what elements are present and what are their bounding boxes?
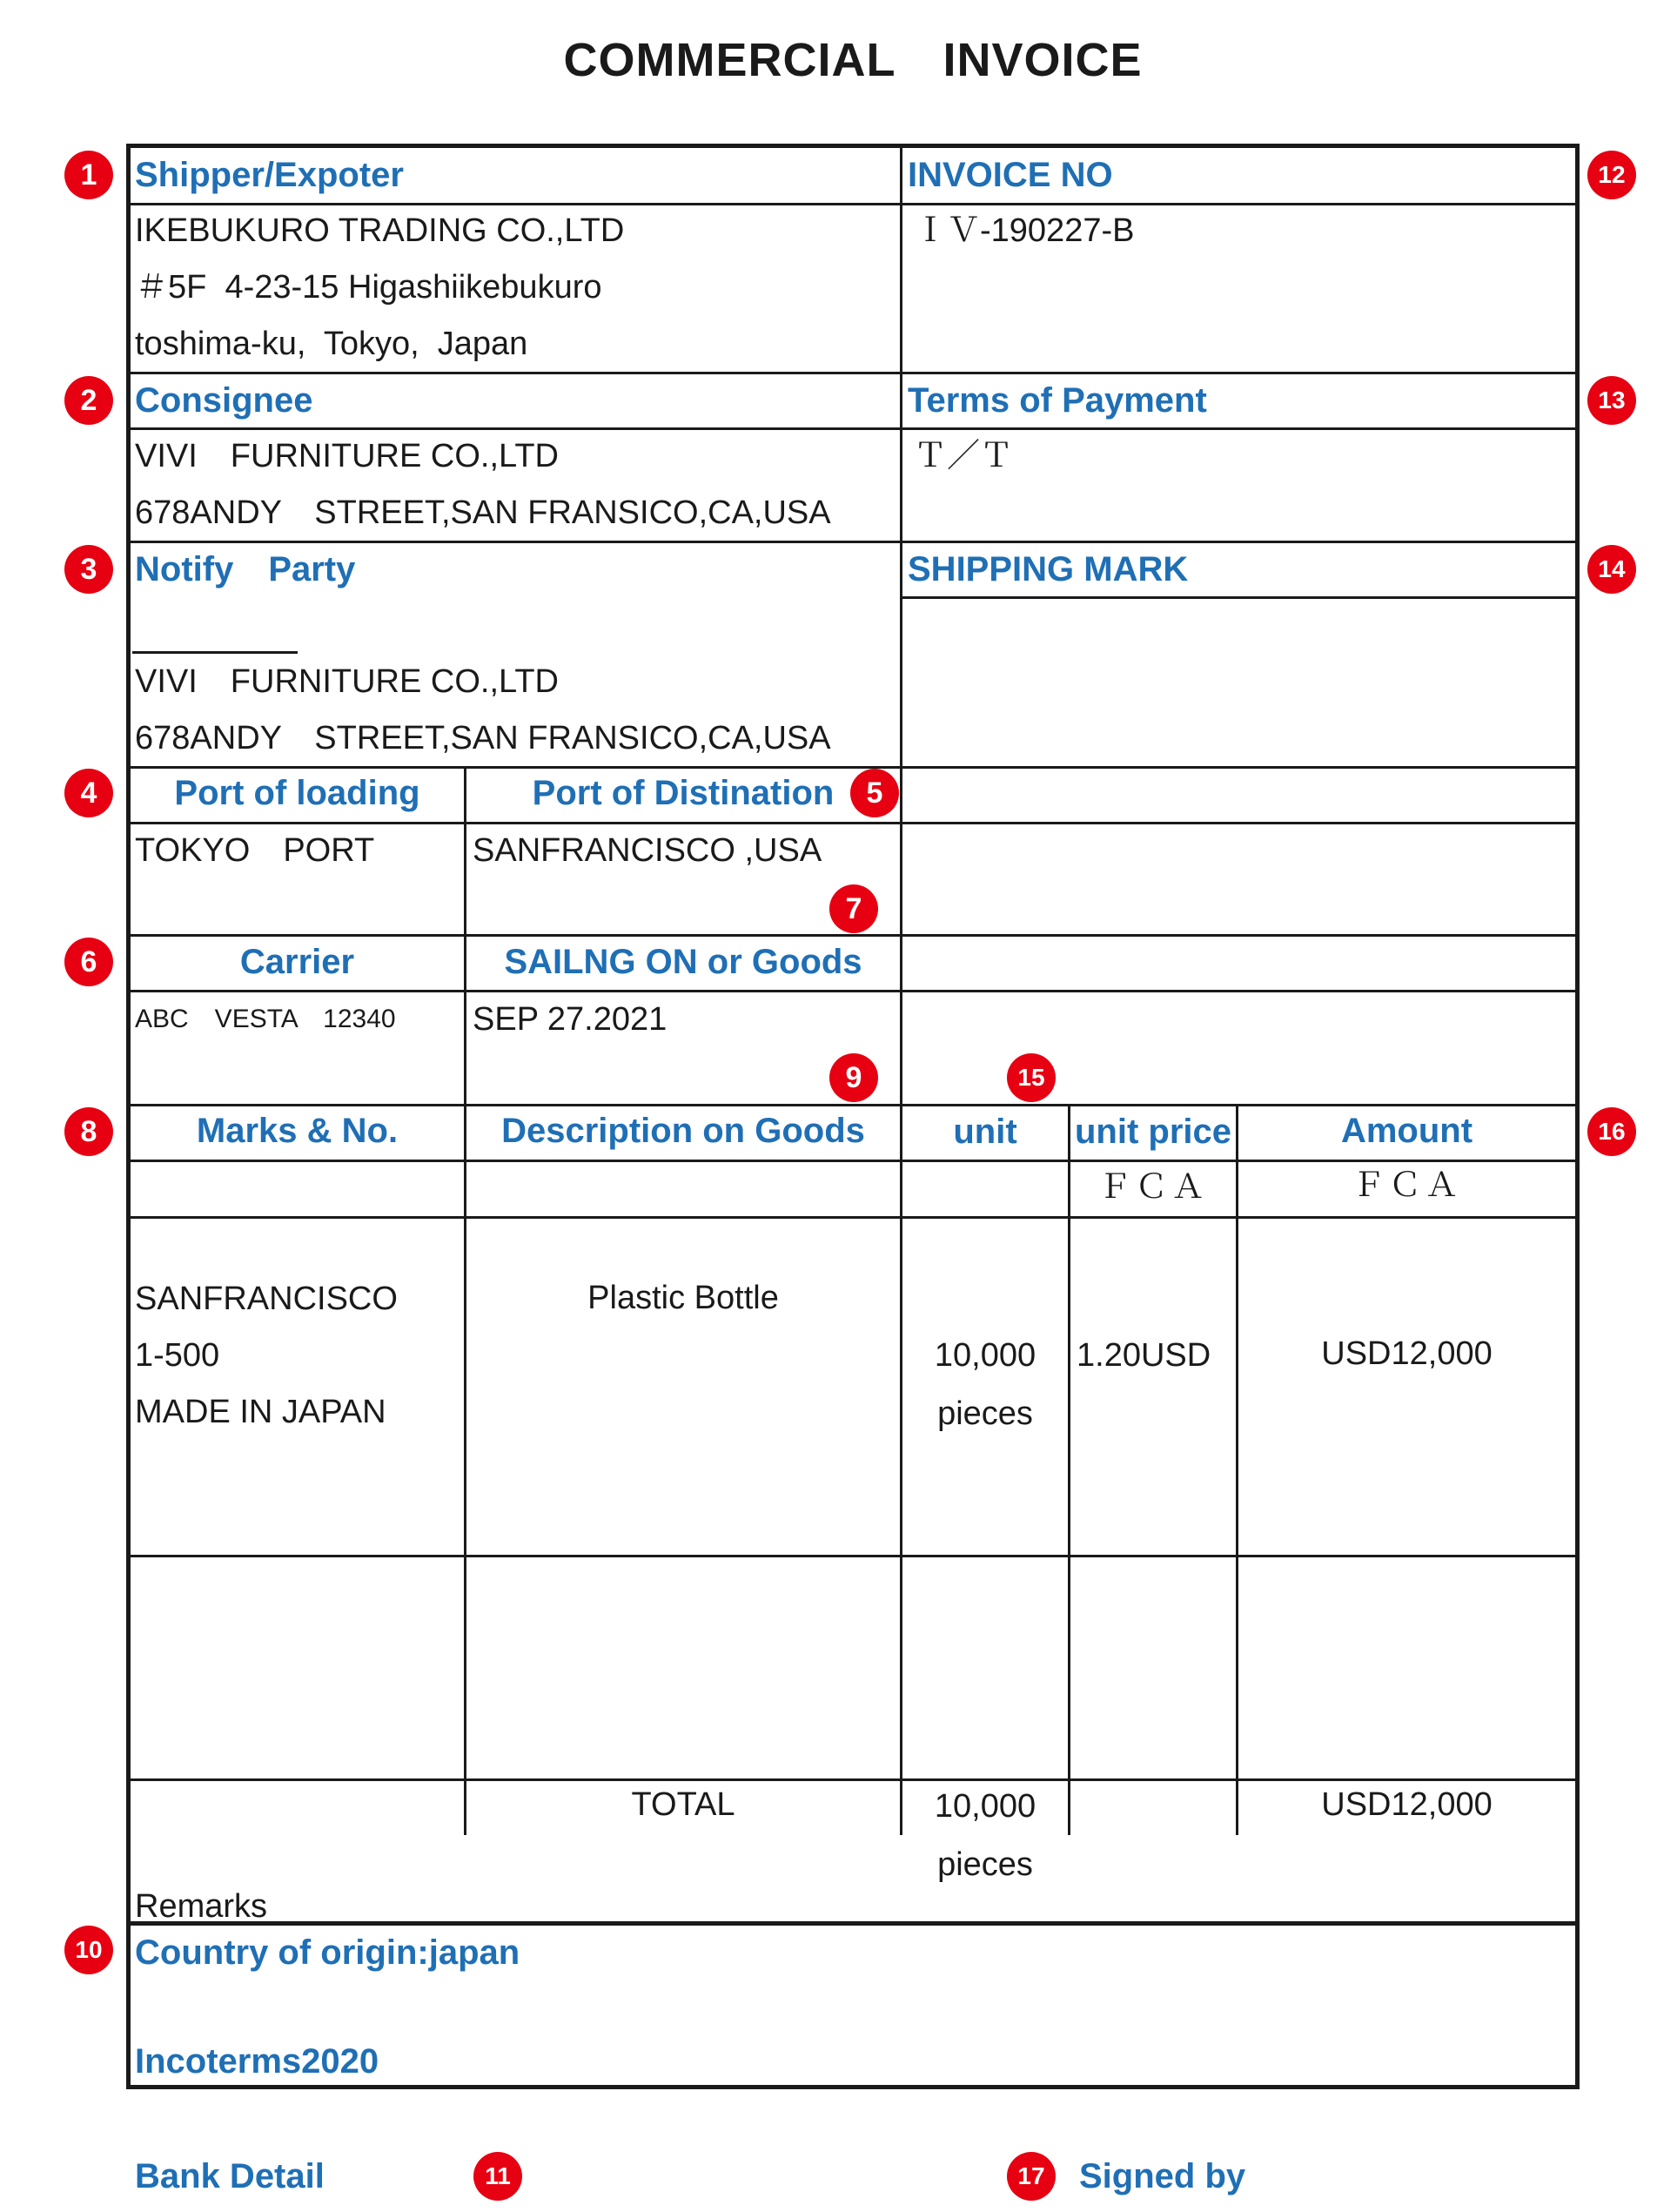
description-header: Description on Goods [501, 1112, 865, 1150]
carrier-label: Carrier [239, 943, 355, 981]
badge-11: 11 [473, 2152, 522, 2201]
badge-5: 5 [850, 769, 899, 817]
sailing-on-value: SEP 27.2021 [473, 1001, 667, 1038]
marks-header: Marks & No. [196, 1112, 399, 1150]
marks-line3: MADE IN JAPAN [135, 1394, 386, 1430]
unit-uom: pieces [937, 1395, 1033, 1432]
shipping-mark-label: SHIPPING MARK [908, 550, 1189, 588]
total-amount: USD12,000 [1321, 1786, 1493, 1823]
port-of-loading-label: Port of loading [174, 774, 420, 812]
consignee-label: Consignee [135, 381, 313, 420]
badge-4: 4 [64, 769, 113, 817]
shipper-address-line2: toshima-ku, Tokyo, Japan [135, 326, 528, 362]
invoice-no-value: ＩＶ-190227-B [914, 212, 1135, 249]
goods-description: Plastic Bottle [587, 1280, 779, 1316]
badge-3: 3 [64, 545, 113, 594]
port-of-loading-value: TOKYO PORT [135, 832, 375, 869]
notify-party-address: 678ANDY STREET,SAN FRANSICO,CA,USA [135, 720, 831, 756]
carrier-value: ABC VESTA 12340 [135, 1005, 396, 1033]
badge-16: 16 [1587, 1107, 1636, 1156]
terms-of-payment-label: Terms of Payment [908, 381, 1207, 420]
shipper-label: Shipper/Expoter [135, 156, 404, 194]
total-label: TOTAL [631, 1786, 735, 1823]
signed-by-label: Signed by [1079, 2157, 1246, 2195]
total-uom: pieces [937, 1846, 1033, 1883]
remarks-label: Remarks [135, 1888, 268, 1925]
port-of-destination-value: SANFRANCISCO ,USA [473, 832, 822, 869]
consignee-name: VIVI FURNITURE CO.,LTD [135, 438, 559, 474]
total-quantity: 10,000 [934, 1788, 1036, 1825]
badge-9: 9 [829, 1053, 878, 1102]
badge-17: 17 [1007, 2152, 1056, 2201]
notify-party-label: Notify Party [135, 550, 356, 588]
country-of-origin: Country of origin:japan [135, 1933, 520, 1972]
page-title: COMMERCIAL INVOICE [563, 34, 1143, 86]
badge-12: 12 [1587, 151, 1636, 199]
invoice-no-label: INVOICE NO [908, 156, 1113, 194]
consignee-address: 678ANDY STREET,SAN FRANSICO,CA,USA [135, 494, 831, 531]
port-of-destination-label: Port of Distination [532, 774, 835, 812]
incoterms: Incoterms2020 [135, 2042, 379, 2081]
notify-party-name: VIVI FURNITURE CO.,LTD [135, 663, 559, 700]
badge-1: 1 [64, 151, 113, 199]
unit-price-value: 1.20USD [1077, 1337, 1211, 1374]
shipper-address-line1: ＃5F 4-23-15 Higashiikebukuro [135, 269, 602, 306]
unit-price-subheader: ＦＣＡ [1097, 1169, 1208, 1206]
badge-8: 8 [64, 1107, 113, 1156]
unit-header: unit [953, 1113, 1017, 1151]
badge-2: 2 [64, 376, 113, 425]
unit-quantity: 10,000 [934, 1337, 1036, 1374]
amount-value: USD12,000 [1321, 1335, 1493, 1372]
marks-line2: 1-500 [135, 1337, 220, 1374]
amount-subheader: ＦＣＡ [1352, 1167, 1462, 1204]
sailing-on-label: SAILNG ON or Goods [504, 943, 862, 981]
unit-price-header: unit price [1074, 1113, 1232, 1151]
marks-line1: SANFRANCISCO [135, 1281, 398, 1317]
badge-15: 15 [1007, 1053, 1056, 1102]
badge-7: 7 [829, 884, 878, 933]
badge-13: 13 [1587, 376, 1636, 425]
badge-10: 10 [64, 1926, 113, 1974]
badge-6: 6 [64, 938, 113, 986]
terms-of-payment-value: Ｔ／Ｔ [914, 438, 1014, 474]
shipper-name: IKEBUKURO TRADING CO.,LTD [135, 212, 625, 249]
amount-header: Amount [1340, 1112, 1473, 1150]
bank-detail-label: Bank Detail [135, 2157, 325, 2195]
badge-14: 14 [1587, 545, 1636, 594]
